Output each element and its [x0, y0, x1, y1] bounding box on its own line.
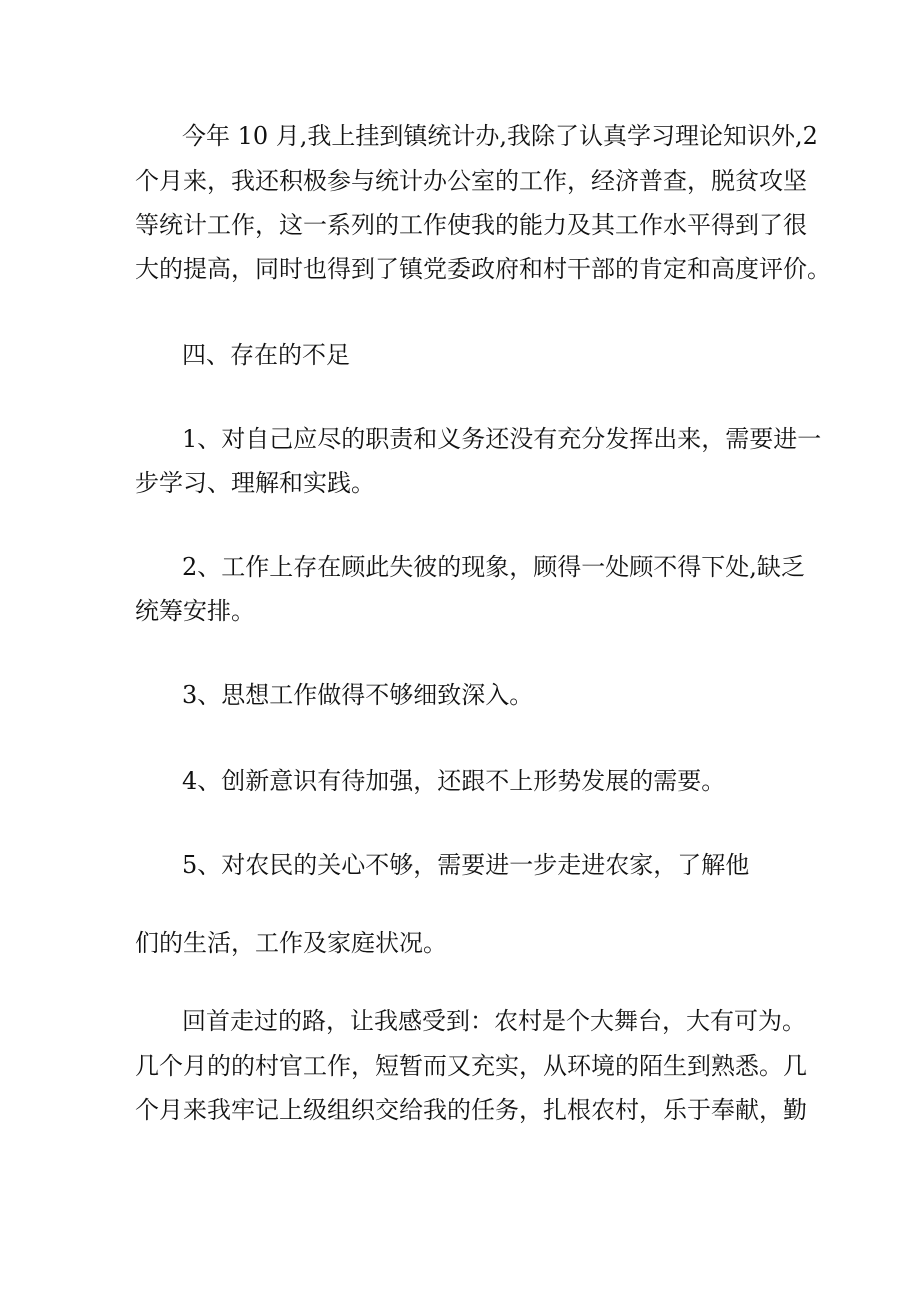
paragraph-line: 个月来，我还积极参与统计办公室的工作，经济普查，脱贫攻坚: [135, 167, 807, 195]
list-item-line: 4、创新意识有待加强，还跟不上形势发展的需要。: [182, 767, 726, 795]
paragraph-line: 个月来我牢记上级组织交给我的任务，扎根农村，乐于奉献，勤: [135, 1096, 807, 1124]
section-heading: 四、存在的不足: [182, 341, 350, 369]
list-item-line: 1、对自己应尽的职责和义务还没有充分发挥出来，需要进一: [182, 425, 822, 453]
paragraph-line: 等统计工作，这一系列的工作使我的能力及其工作水平得到了很: [135, 211, 807, 239]
paragraph-line: 大的提高，同时也得到了镇党委政府和村干部的肯定和高度评价。: [135, 255, 831, 283]
list-item-line: 统筹安排。: [135, 597, 255, 625]
paragraph-line: 几个月的的村官工作，短暂而又充实，从环境的陌生到熟悉。几: [135, 1052, 807, 1080]
list-item-line: 2、工作上存在顾此失彼的现象，顾得一处顾不得下处,缺乏: [182, 553, 805, 581]
list-item-line: 5、对农民的关心不够，需要进一步走进农家，了解他: [182, 851, 750, 879]
list-item-line: 们的生活，工作及家庭状况。: [135, 929, 447, 957]
list-item-line: 3、思想工作做得不够细致深入。: [182, 681, 534, 709]
list-item-line: 步学习、理解和实践。: [135, 469, 375, 497]
paragraph-line: 回首走过的路，让我感受到：农村是个大舞台，大有可为。: [182, 1007, 806, 1035]
paragraph-line: 今年 10 月,我上挂到镇统计办,我除了认真学习理论知识外,2: [182, 122, 818, 150]
